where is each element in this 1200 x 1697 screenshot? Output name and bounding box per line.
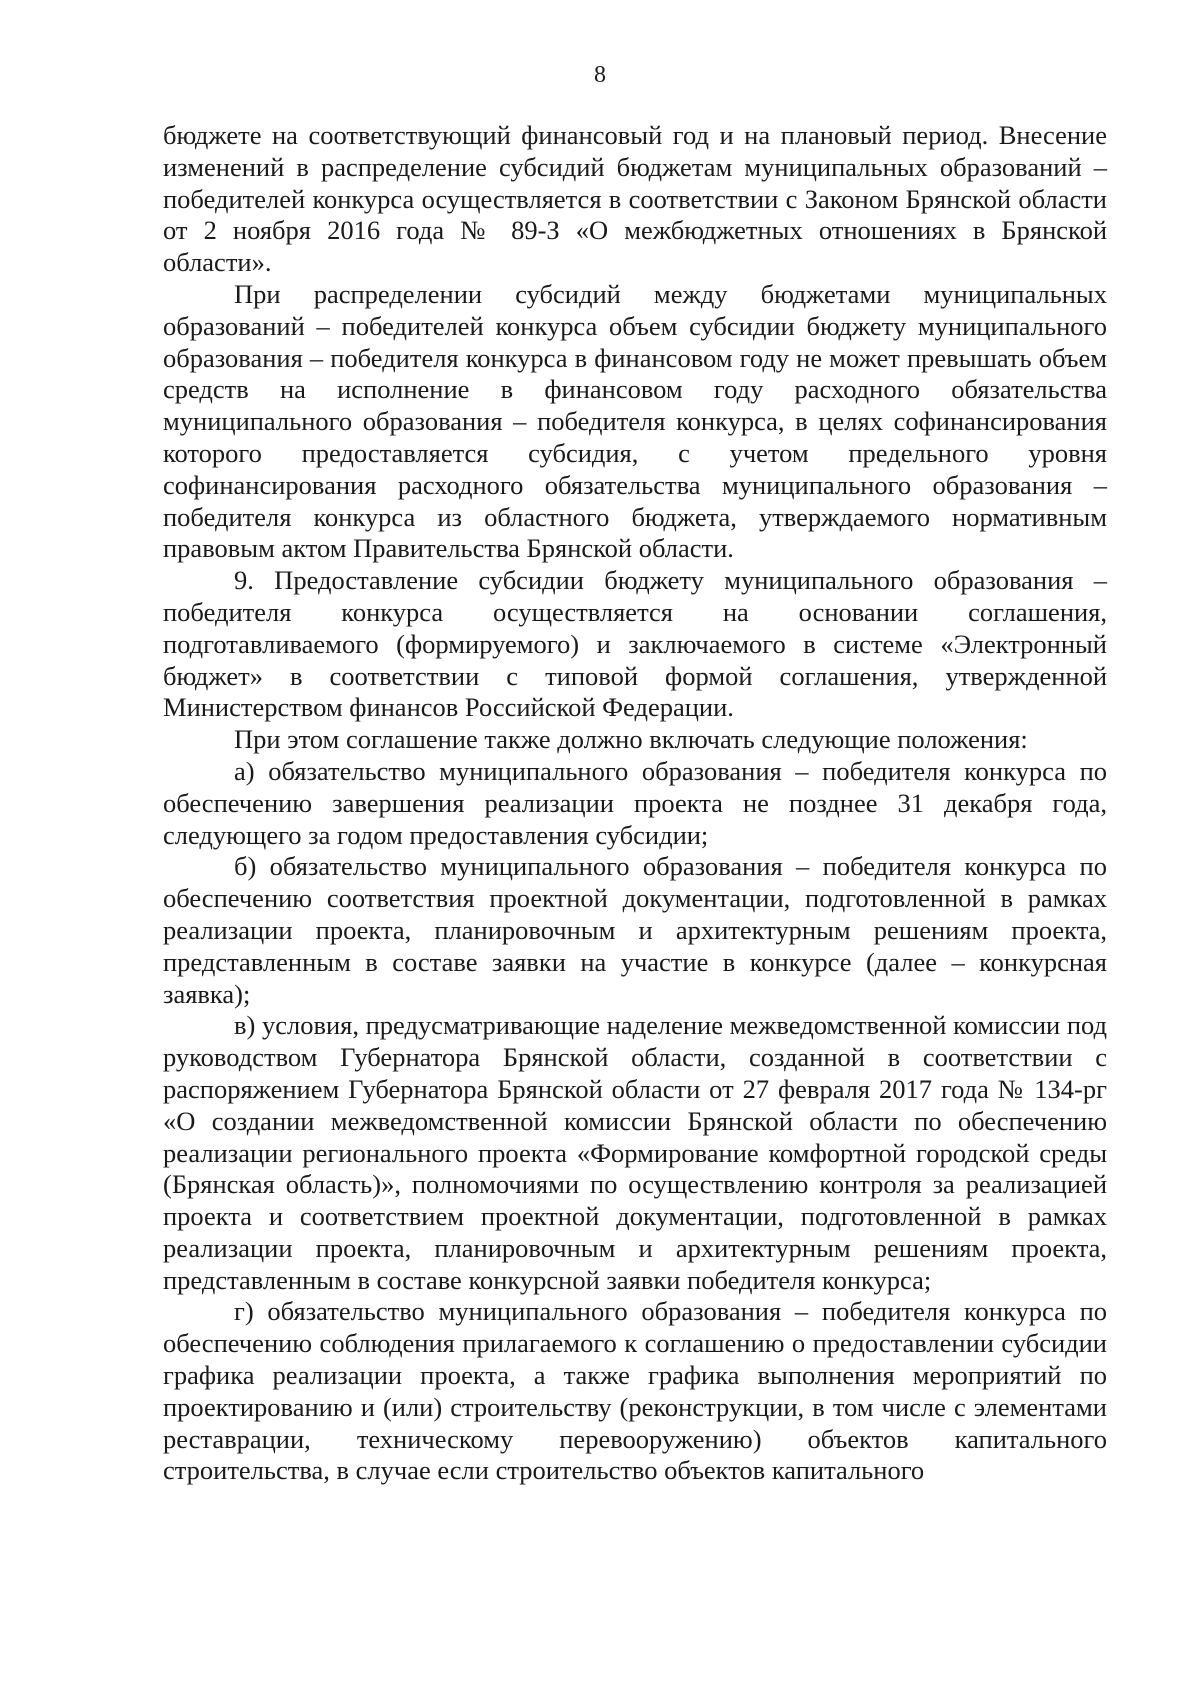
page-number: 8: [594, 62, 606, 88]
paragraph-budget-continuation: бюджете на соответствующий финансовый год и на плановый период. Внесение изменений в распределение субсидий бюджетам муниципальных образований – победителей конкурса осуществляется в соответствии с Законом Брянской области от 2 ноября 2016 года № 89-З «О межбюджетных отношениях в Брянской области».: [163, 120, 1107, 278]
paragraph-subitem-a: а) обязательство муниципального образования – победителя конкурса по обеспечению завершения реализации проекта не позднее 31 декабря года, следующего за годом предоставления субсидии;: [163, 755, 1107, 850]
paragraph-item-9: 9. Предоставление субсидии бюджету муниципального образования – победителя конкурса осуществляется на основании соглашения, подготавливаемого (формируемого) и заключаемого в системе «Электронный бюджет» в соответствии с типовой формой соглашения, утвержденной Министерством финансов Российской Федерации.: [163, 565, 1107, 723]
paragraph-subitem-b: б) обязательство муниципального образования – победителя конкурса по обеспечению соответствия проектной документации, подготовленной в рамках реализации проекта, планировочным и архитектурным решениям проекта, представленным в составе заявки на участие в конкурсе (далее – конкурсная заявка);: [163, 851, 1107, 1009]
paragraph-subsidy-distribution: При распределении субсидий между бюджетами муниципальных образований – победителей конкурса объем субсидии бюджету муниципального образования – победителя конкурса в финансовом году не может превышать объем средств на исполнение в финансовом году расходного обязательства муниципального образования – победителя конкурса, в целях софинансирования которого предоставляется субсидия, с учетом предельного уровня софинансирования расходного обязательства муниципального образования – победителя конкурса из областного бюджета, утверждаемого нормативным правовым актом Правительства Брянской области.: [163, 278, 1107, 564]
document-body: [163, 120, 1107, 1487]
paragraph-subitem-g: г) обязательство муниципального образования – победителя конкурса по обеспечению соблюдения прилагаемого к соглашению о предоставлении субсидии графика реализации проекта, а также графика выполнения мероприятий по проектированию и (или) строительству (реконструкции, в том числе с элементами реставрации, техническому перевооружению) объектов капитального строительства, в случае если строительство объектов капитального: [163, 1296, 1107, 1486]
paragraph-agreement-provisions: При этом соглашение также должно включать следующие положения:: [234, 724, 1028, 755]
paragraph-subitem-v: в) условия, предусматривающие наделение межведомственной комиссии под руководством Губернатора Брянской области, созданной в соответствии с распоряжением Губернатора Брянской области от 27 февраля 2017 года № 134-рг «О создании межведомственной комиссии Брянской области по обеспечению реализации регионального проекта «Формирование комфортной городской среды (Брянская область)», полномочиями по осуществлению контроля за реализацией проекта и соответствием проектной документации, подготовленной в рамках реализации проекта, планировочным и архитектурным решениям проекта, представленным в составе конкурсной заявки победителя конкурса;: [163, 1010, 1107, 1295]
